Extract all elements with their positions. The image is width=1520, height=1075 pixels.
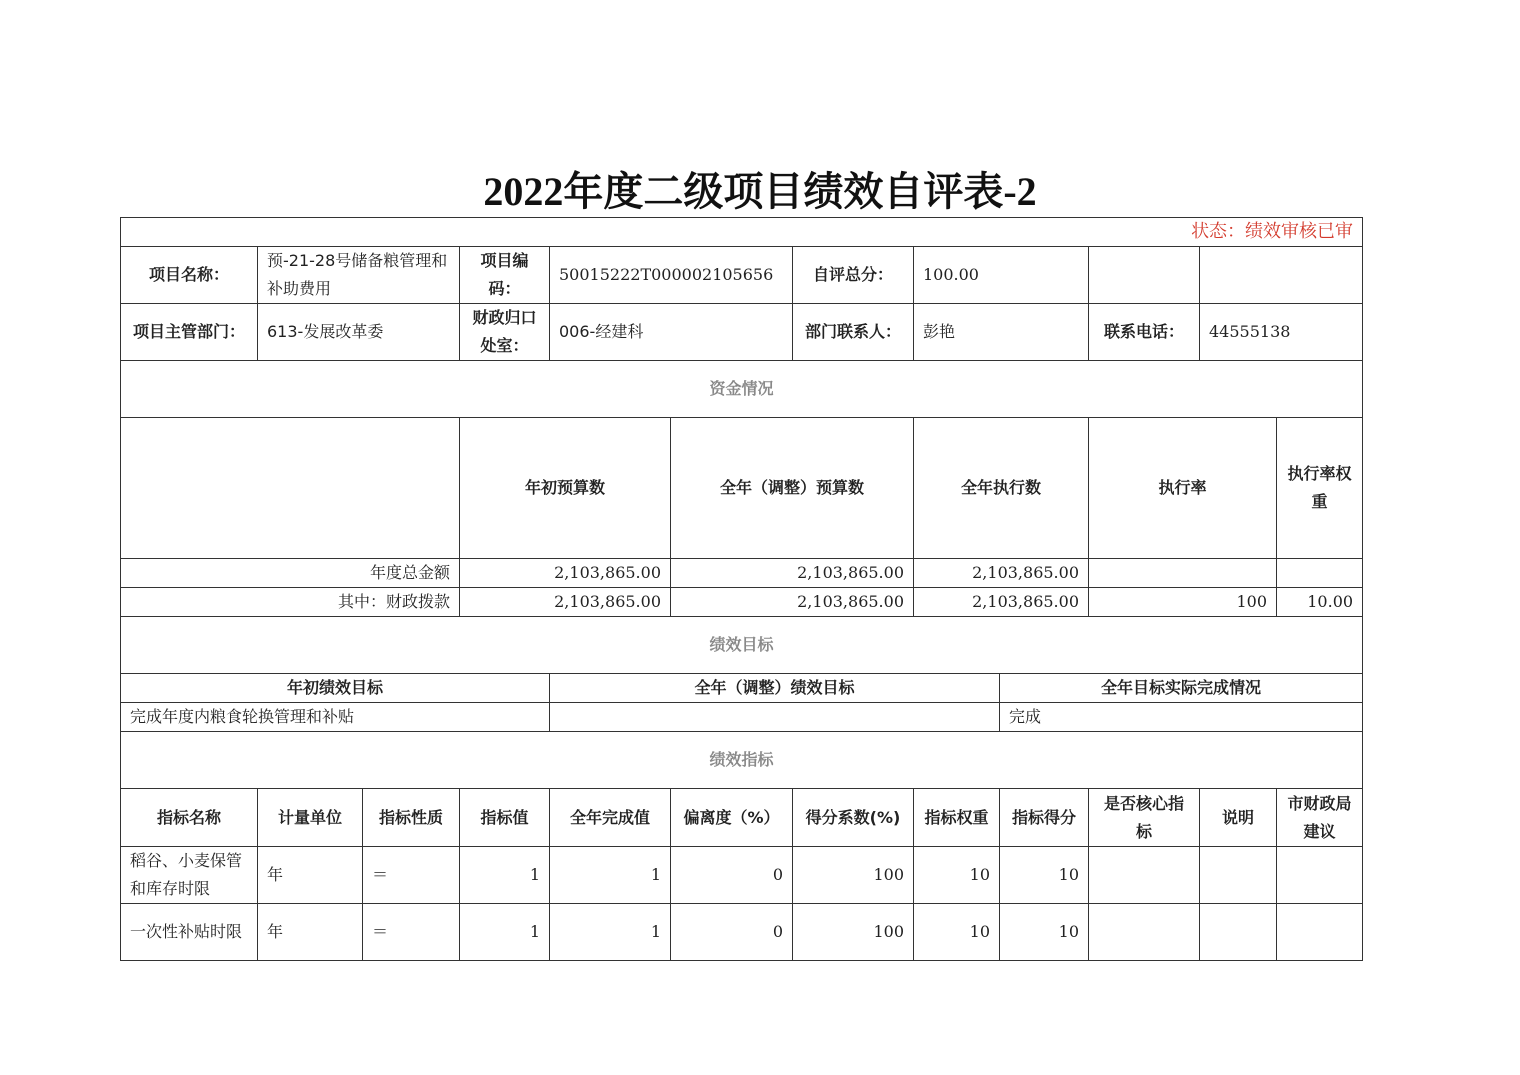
funds-initial: 2,103,865.00 (460, 559, 671, 588)
indicator-note (1200, 847, 1277, 904)
project-name-label: 项目名称： (121, 247, 258, 304)
goal-actual: 完成 (1000, 703, 1363, 732)
table-row (121, 588, 1363, 617)
indicator-note (1200, 904, 1277, 961)
funds-adjusted: 2,103,865.00 (671, 559, 914, 588)
project-name-value: 预-21-28号储备粮管理和补助费用 (258, 247, 460, 304)
page-title: 2022年度二级项目绩效自评表-2 (483, 169, 1037, 214)
indicator-unit: 年 (258, 847, 363, 904)
empty-cell (1089, 247, 1200, 304)
status-text: 状态：绩效审核已审 (121, 218, 1363, 247)
indicators-section-title: 绩效指标 (121, 732, 1363, 789)
indicator-value: 1 (460, 847, 550, 904)
table-row (121, 847, 1363, 904)
dept-value: 613-发展改革委 (258, 304, 460, 361)
indicator-completed: 1 (550, 904, 671, 961)
funds-adjusted: 2,103,865.00 (671, 588, 914, 617)
table-row (121, 703, 1363, 732)
indicator-core (1089, 847, 1200, 904)
funds-header: 执行率 (1089, 418, 1277, 559)
indicator-score: 10 (1000, 847, 1089, 904)
indicator-advice (1277, 904, 1363, 961)
funds-section-title: 资金情况 (121, 361, 1363, 418)
score-label: 自评总分： (793, 247, 914, 304)
indicator-header: 指标名称 (121, 789, 258, 847)
indicator-deviation: 0 (671, 847, 793, 904)
contact-label: 部门联系人： (793, 304, 914, 361)
indicator-header: 是否核心指标 (1089, 789, 1200, 847)
phone-label: 联系电话： (1089, 304, 1200, 361)
goal-adjusted (550, 703, 1000, 732)
score-value: 100.00 (914, 247, 1089, 304)
indicator-header: 指标得分 (1000, 789, 1089, 847)
indicator-score: 10 (1000, 904, 1089, 961)
funds-weight (1277, 559, 1363, 588)
project-code-value: 50015222T000002105656 (550, 247, 793, 304)
indicator-name: 一次性补贴时限 (121, 904, 258, 961)
indicator-header: 偏离度（%） (671, 789, 793, 847)
indicator-header: 指标性质 (363, 789, 460, 847)
funds-rate (1089, 559, 1277, 588)
indicator-deviation: 0 (671, 904, 793, 961)
indicator-header: 指标权重 (914, 789, 1000, 847)
indicator-core (1089, 904, 1200, 961)
indicator-coef: 100 (793, 847, 914, 904)
table-row (121, 904, 1363, 961)
performance-table (120, 217, 1363, 961)
table-row (121, 559, 1363, 588)
indicator-header: 指标值 (460, 789, 550, 847)
goals-section-title: 绩效目标 (121, 617, 1363, 674)
finance-office-value: 006-经建科 (550, 304, 793, 361)
indicator-value: 1 (460, 904, 550, 961)
funds-header: 全年（调整）预算数 (671, 418, 914, 559)
phone-value: 44555138 (1200, 304, 1363, 361)
funds-rate: 100 (1089, 588, 1277, 617)
empty-cell (121, 418, 460, 559)
funds-header: 年初预算数 (460, 418, 671, 559)
indicator-weight: 10 (914, 847, 1000, 904)
funds-weight: 10.00 (1277, 588, 1363, 617)
indicator-completed: 1 (550, 847, 671, 904)
indicator-nature: ＝ (363, 847, 460, 904)
empty-cell (1200, 247, 1363, 304)
funds-executed: 2,103,865.00 (914, 588, 1089, 617)
indicator-nature: ＝ (363, 904, 460, 961)
indicator-unit: 年 (258, 904, 363, 961)
project-code-label: 项目编码： (460, 247, 550, 304)
funds-initial: 2,103,865.00 (460, 588, 671, 617)
contact-value: 彭艳 (914, 304, 1089, 361)
funds-row-label: 年度总金额 (121, 559, 460, 588)
indicator-name: 稻谷、小麦保管和库存时限 (121, 847, 258, 904)
dept-label: 项目主管部门： (121, 304, 258, 361)
funds-header: 执行率权重 (1277, 418, 1363, 559)
indicator-header: 说明 (1200, 789, 1277, 847)
funds-header: 全年执行数 (914, 418, 1089, 559)
goals-header: 全年（调整）绩效目标 (550, 674, 1000, 703)
funds-row-label: 其中：财政拨款 (121, 588, 460, 617)
indicator-coef: 100 (793, 904, 914, 961)
indicator-header: 市财政局建议 (1277, 789, 1363, 847)
finance-office-label: 财政归口处室： (460, 304, 550, 361)
indicator-header: 全年完成值 (550, 789, 671, 847)
indicator-header: 得分系数(%) (793, 789, 914, 847)
goal-initial: 完成年度内粮食轮换管理和补贴 (121, 703, 550, 732)
indicator-weight: 10 (914, 904, 1000, 961)
funds-executed: 2,103,865.00 (914, 559, 1089, 588)
indicator-advice (1277, 847, 1363, 904)
goals-header: 全年目标实际完成情况 (1000, 674, 1363, 703)
indicator-header: 计量单位 (258, 789, 363, 847)
goals-header: 年初绩效目标 (121, 674, 550, 703)
